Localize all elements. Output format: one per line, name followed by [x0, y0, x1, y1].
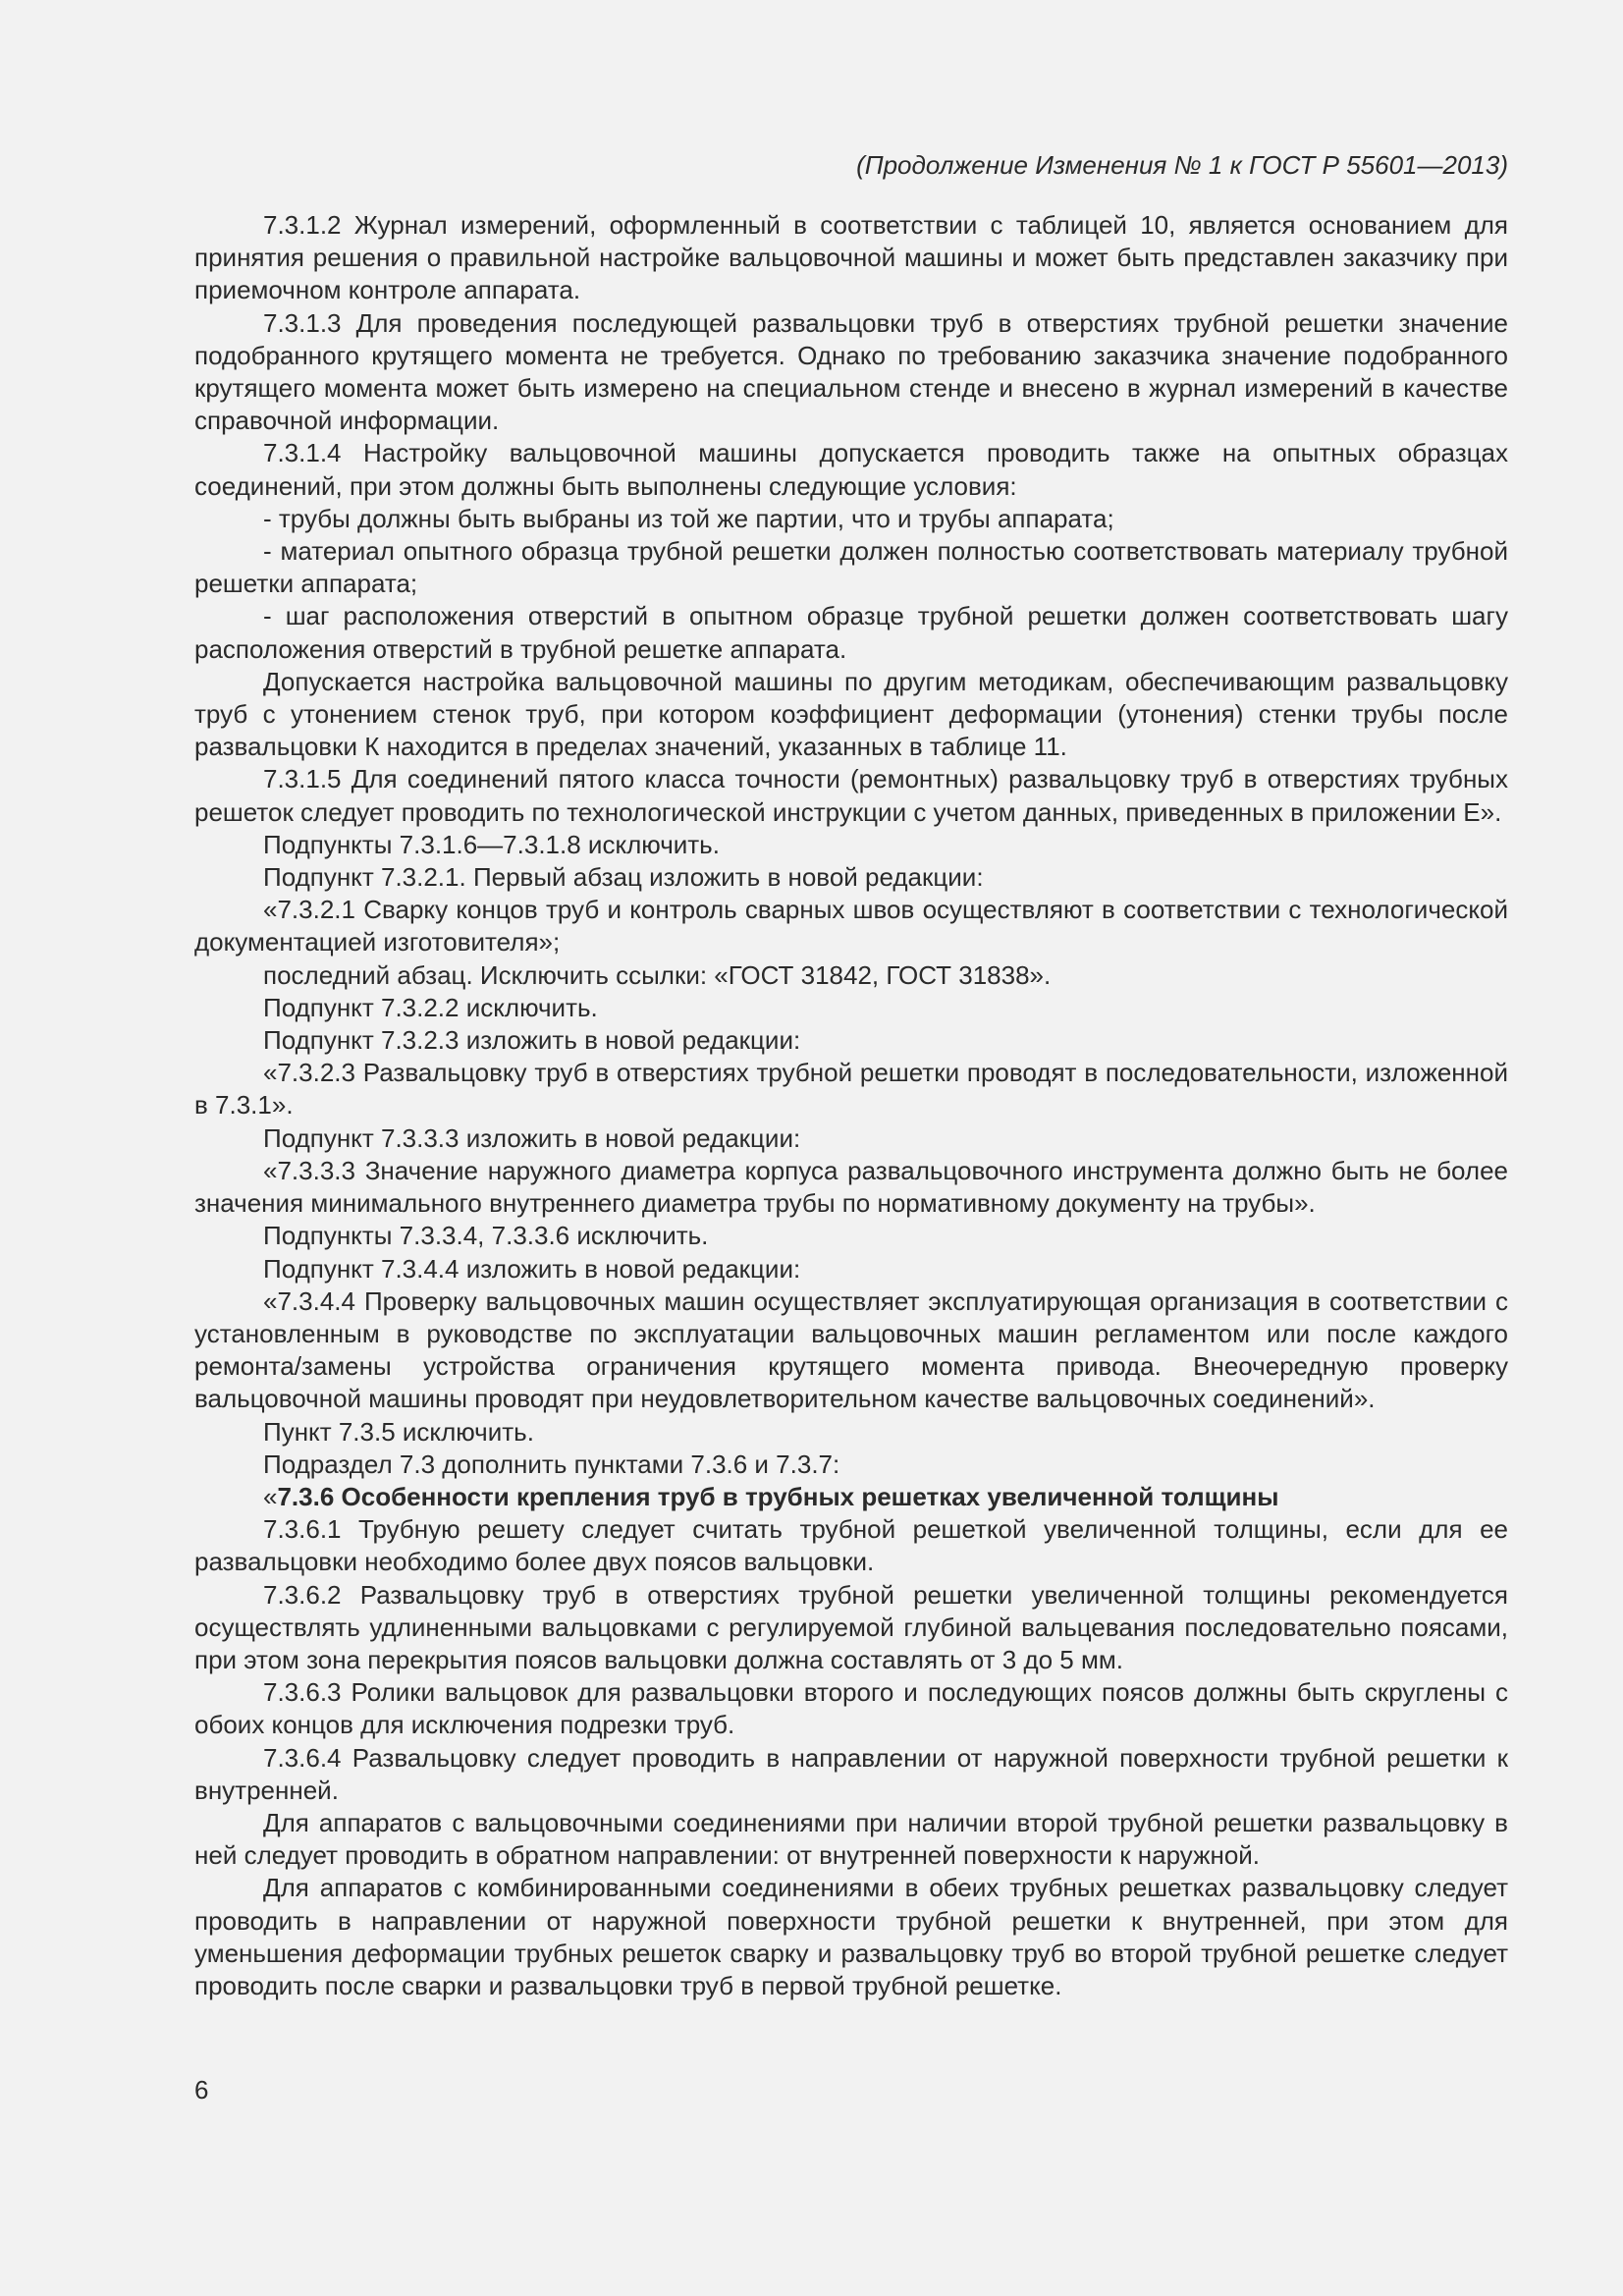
list-item: - шаг расположения отверстий в опытном образце трубной решетки должен соответствовать шагу расположения отверстий в трубной решетке аппарата.	[194, 601, 1508, 664]
paragraph: Подпункт 7.3.2.2 исключить.	[263, 992, 598, 1022]
paragraph: Подпункты 7.3.1.6—7.3.1.8 исключить.	[263, 829, 720, 859]
paragraph: 7.3.6.4 Развальцовку следует проводить в направлении от наружной поверхности трубной решетки к внутренней.	[194, 1742, 1508, 1805]
heading-quote: «	[263, 1481, 278, 1511]
paragraph: 7.3.6.1 Трубную решету следует считать трубной решеткой увеличенной толщины, если для ее развальцовки необходимо более двух поясов вальцовки.	[194, 1514, 1508, 1577]
paragraph: Подпункт 7.3.2.3 изложить в новой редакции:	[263, 1025, 801, 1056]
paragraph: Пункт 7.3.5 исключить.	[263, 1416, 534, 1447]
paragraph: Допускается настройка вальцовочной машины по другим методикам, обеспечивающим развальцовку труб с утонением стенок труб, при котором коэффициент деформации (утонения) стенки трубы после развальцовки К находится в пределах значений, указанных в таблице 11.	[194, 666, 1508, 762]
paragraph: 7.3.1.2 Журнал измерений, оформленный в соответствии с таблицей 10, является основанием для принятия решения о правильной настройке вальцовочной машины и может быть представлен заказчику при приемочном контроле аппарата.	[194, 210, 1508, 305]
document-body	[194, 209, 1508, 2002]
paragraph: «7.3.4.4 Проверку вальцовочных машин осуществляет эксплуатирующая организация в соответствии с установленным в руководстве по эксплуатации вальцовочных машин регламентом или после каждого ремонта/замены устройства ограничения крутящего момента привода. Внеочередную проверку вальцовочной машины проводят при неудовлетворительном качестве вальцовочных соединений».	[194, 1285, 1508, 1414]
paragraph: «7.3.2.1 Сварку концов труб и контроль сварных швов осуществляют в соответствии с технологической документацией изготовителя»;	[194, 895, 1508, 957]
section-heading	[194, 1481, 1508, 1513]
paragraph: Подпункты 7.3.3.4, 7.3.3.6 исключить.	[263, 1221, 709, 1251]
paragraph: «7.3.2.3 Развальцовку труб в отверстиях трубной решетки проводят в последовательности, изложенной в 7.3.1».	[194, 1058, 1508, 1121]
paragraph: Подпункт 7.3.4.4 изложить в новой редакции:	[263, 1253, 801, 1284]
heading-text: 7.3.6 Особенности крепления труб в трубных решетках увеличенной толщины	[277, 1481, 1279, 1511]
page-header: (Продолжение Изменения № 1 к ГОСТ Р 55601—2013)	[856, 150, 1508, 180]
paragraph: 7.3.1.3 Для проведения последующей развальцовки труб в отверстиях трубной решетки значение подобранного крутящего момента не требуется. Однако по требованию заказчика значение подобранного крутящего момента может быть измерено на специальном стенде и внесено в журнал измерений в качестве справочной информации.	[194, 307, 1508, 436]
paragraph: последний абзац. Исключить ссылки: «ГОСТ 31842, ГОСТ 31838».	[263, 959, 1052, 990]
paragraph: Подраздел 7.3 дополнить пунктами 7.3.6 и 7.3.7:	[263, 1449, 840, 1479]
paragraph: 7.3.1.5 Для соединений пятого класса точности (ремонтных) развальцовку труб в отверстиях трубных решеток следует проводить по технологической инструкции с учетом данных, приведенных в приложении Е».	[194, 764, 1508, 827]
page-number: 6	[194, 2075, 209, 2105]
paragraph: «7.3.3.3 Значение наружного диаметра корпуса развальцовочного инструмента должно быть не более значения минимального внутреннего диаметра трубы по нормативному документу на трубы».	[194, 1155, 1508, 1219]
list-item: - трубы должны быть выбраны из той же партии, что и трубы аппарата;	[263, 503, 1114, 533]
list-item: - материал опытного образца трубной решетки должен полностью соответствовать материалу трубной решетки аппарата;	[194, 536, 1508, 599]
paragraph: 7.3.1.4 Настройку вальцовочной машины допускается проводить также на опытных образцах соединений, при этом должны быть выполнены следующие условия:	[194, 438, 1508, 501]
paragraph: 7.3.6.2 Развальцовку труб в отверстиях трубной решетки увеличенной толщины рекомендуется осуществлять удлиненными вальцовками с регулируемой глубиной вальцевания последовательно поясами, при этом зона перекрытия поясов вальцовки должна составлять от 3 до 5 мм.	[194, 1579, 1508, 1674]
paragraph: Подпункт 7.3.2.1. Первый абзац изложить в новой редакции:	[263, 862, 984, 893]
paragraph: Для аппаратов с вальцовочными соединениями при наличии второй трубной решетки развальцовку в ней следует проводить в обратном направлении: от внутренней поверхности к наружной.	[194, 1807, 1508, 1871]
paragraph: 7.3.6.3 Ролики вальцовок для развальцовки второго и последующих поясов должны быть скруглены с обоих концов для исключения подрезки труб.	[194, 1677, 1508, 1740]
paragraph: Подпункт 7.3.3.3 изложить в новой редакции:	[263, 1122, 801, 1153]
paragraph: Для аппаратов с комбинированными соединениями в обеих трубных решетках развальцовку следует проводить в направлении от наружной поверхности трубной решетки к внутренней, при этом для уменьшения деформации трубных решеток сварку и развальцовку труб во второй трубной решетке следует проводить после сварки и развальцовки труб в первой трубной решетке.	[194, 1873, 1508, 2000]
